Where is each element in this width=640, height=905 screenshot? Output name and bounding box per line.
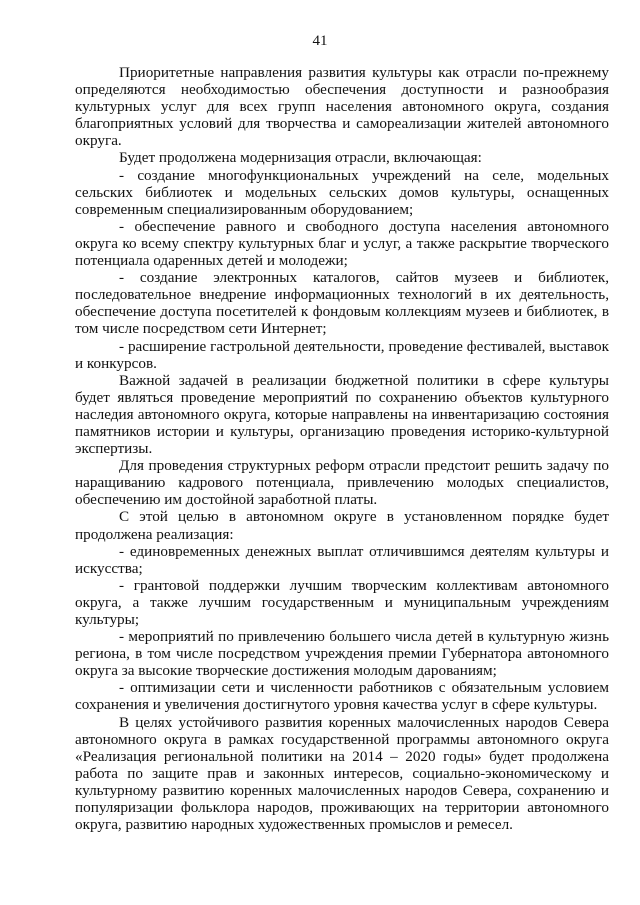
list-item-one-time-payments: - единовременных денежных выплат отличившимся деятелям культуры и искусства;: [75, 542, 609, 577]
page-number: 41: [312, 33, 328, 49]
paragraph-heritage-preservation: Важной задачей в реализации бюджетной политики в сфере культуры будет являться проведение мероприятий по сохранению объектов культурного наследия автономного округа, которые направлены на инвентаризацию состояния памятников истории и культуры, организацию проведения историко-культурной экспертизы.: [75, 371, 609, 458]
paragraph-priorities: Приоритетные направления развития культуры как отрасли по-прежнему определяются необходимостью обеспечения доступности и разнообразия культурных услуг для всех групп населения автономного округа, создания благоприятных условий для творчества и самореализации жителей автономного округа.: [75, 64, 609, 150]
body-text: [75, 64, 609, 833]
list-item-equal-access: - обеспечение равного и свободного доступа населения автономного округа ко всему спектру культурных благ и услуг, а также раскрытие творческого потенциала одаренных детей и молодежи;: [75, 217, 609, 270]
paragraph-modernization-intro: Будет продолжена модернизация отрасли, включающая:: [119, 149, 482, 167]
list-item-grant-support: - грантовой поддержки лучшим творческим коллективам автономного округа, а также лучшим государственным и муниципальным учреждениям культуры;: [75, 576, 609, 628]
paragraph-indigenous-peoples: В целях устойчивого развития коренных малочисленных народов Севера автономного округа в рамках государственной программы автономного округа «Реализация региональной политики на 2014 – 2020 годы» будет продолжена работа по защите прав и законных интересов, социально-экономическому и культурному развитию коренных малочисленных народов Севера, сохранению и популяризации фольклора народов, проживающих на территории автономного округа, развитию народных художественных промыслов и ремесел.: [75, 713, 609, 834]
list-item-multifunctional-institutions: - создание многофункциональных учреждений на селе, модельных сельских библиотек и модельных сельских домов культуры, оснащенных современным специализированным оборудованием;: [75, 166, 609, 218]
list-item-touring-activity: - расширение гастрольной деятельности, проведение фестивалей, выставок и конкурсов.: [75, 337, 609, 372]
list-item-children-involvement: - мероприятий по привлечению большего числа детей в культурную жизнь региона, в том числе посредством учреждения премии Губернатора автономного округа за высокие творческие достижения молодым дарованиям;: [75, 628, 609, 680]
list-item-electronic-catalogs: - создание электронных каталогов, сайтов музеев и библиотек, последовательное внедрение информационных технологий в их деятельность, обеспечение доступа посетителей к фондовым коллекциям музеев и библиотек, в том числе посредством сети Интернет;: [75, 269, 609, 338]
paragraph-implementation-intro: С этой целью в автономном округе в установленном порядке будет продолжена реализация:: [75, 508, 609, 543]
paragraph-structural-reforms: Для проведения структурных реформ отрасли предстоит решить задачу по наращиванию кадрового потенциала, привлечению молодых специалистов, обеспечению им достойной заработной платы.: [75, 457, 609, 509]
list-item-network-optimization: - оптимизации сети и численности работников с обязательным условием сохранения и увеличения достигнутого уровня качества услуг в сфере культуры.: [75, 679, 609, 714]
